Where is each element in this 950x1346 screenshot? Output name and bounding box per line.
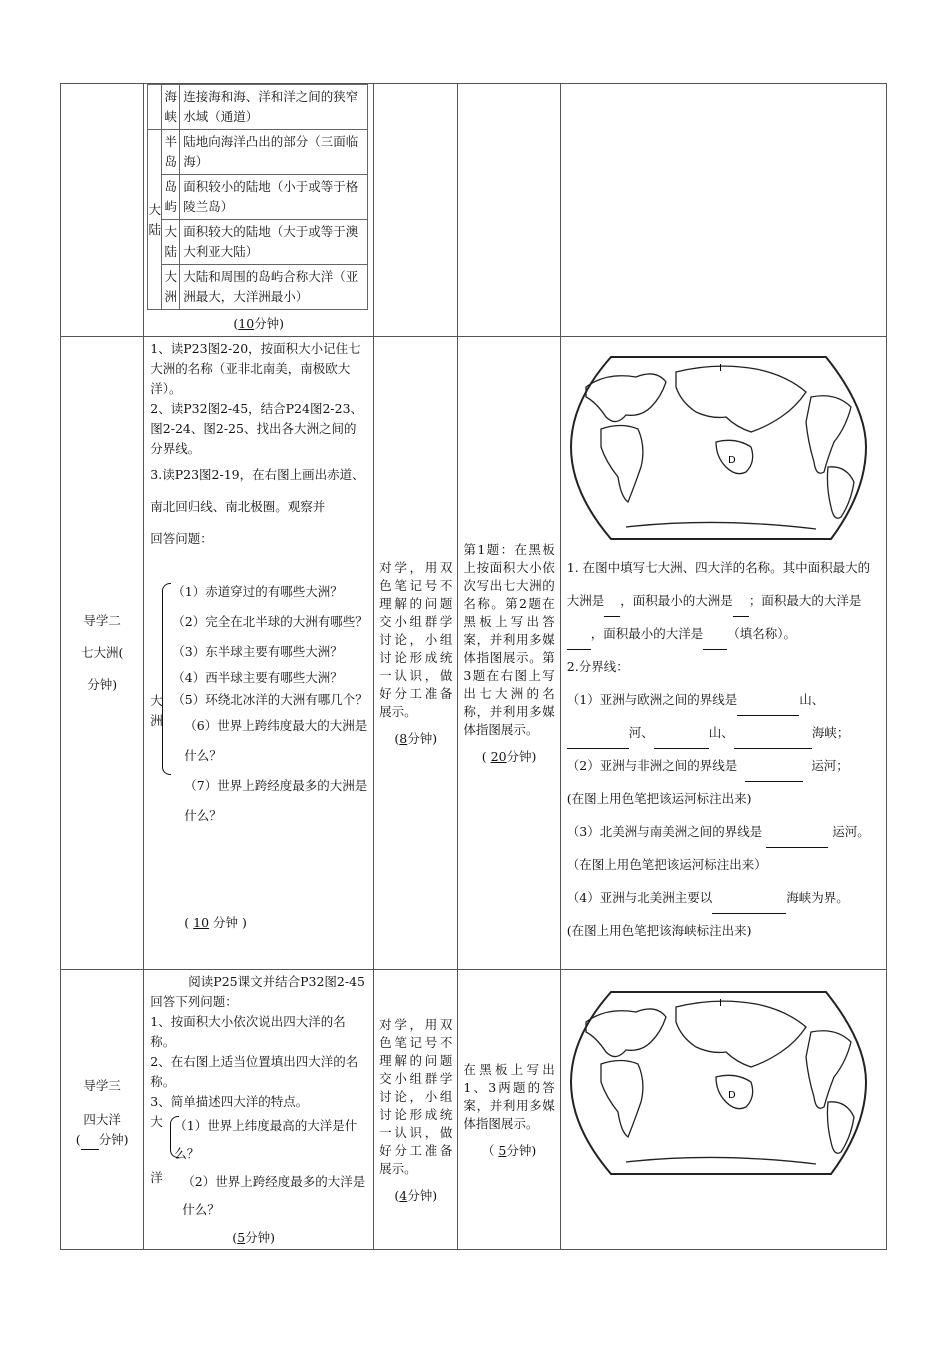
row2-col4-cell	[458, 337, 560, 970]
map-label-a: I	[718, 998, 722, 1009]
question-4: （4）西半球主要有哪些大洲？	[172, 670, 343, 685]
row2-tasks	[144, 337, 373, 557]
exercise-4: （2）亚洲与非洲之间的界线是 运河；	[567, 749, 880, 782]
bracket-label: 大洲	[150, 693, 163, 728]
row2-content-cell	[144, 337, 374, 970]
question-1: （1）赤道穿过的有哪些大洲？	[172, 584, 343, 599]
row-seven-continents	[61, 337, 887, 970]
row1-minutes: (10分钟)	[233, 316, 285, 331]
world-map-outline	[566, 982, 871, 1182]
map-label-a: I	[718, 363, 722, 374]
task-1: 1、读P23图2-20，按面积大小记住七大洲的名称（亚非北南美，南极欧大洋）。	[150, 341, 361, 396]
row2-minutes: ( 10 分钟 )	[184, 915, 247, 930]
landform-row-island	[148, 175, 368, 220]
blank-field[interactable]	[733, 602, 749, 617]
blank-field[interactable]	[766, 833, 828, 848]
stage-number: 导学三	[83, 1077, 121, 1093]
row3-col3-minutes: (4分钟)	[394, 1187, 438, 1203]
blank-field[interactable]	[567, 635, 591, 650]
bracket-icon	[162, 583, 171, 775]
blank-field[interactable]	[703, 635, 727, 650]
row1-col4-cell	[458, 84, 560, 337]
row3-intro: 阅读P25课文并结合P32图2-45回答下列问题：	[150, 974, 366, 1009]
blank-field[interactable]	[712, 899, 786, 914]
row-four-oceans	[61, 970, 887, 1250]
stage-minutes: ( 分钟)	[61, 1130, 143, 1150]
row2-col3-minutes: (8分钟)	[394, 731, 438, 746]
row2-col5-cell	[560, 337, 886, 970]
bracket-label-a: 大	[150, 1114, 163, 1129]
exercise-3: （1）亚洲与欧洲之间的界线是 山、 河、 山、 海峡；	[567, 683, 880, 749]
landform-def: 面积较小的陆地（小于或等于格陵兰岛）	[180, 175, 368, 220]
row3-col5-cell	[560, 970, 886, 1250]
landform-term: 岛屿	[162, 175, 180, 220]
blank-field[interactable]	[737, 701, 799, 716]
blank-field[interactable]	[604, 602, 620, 617]
row2-col3-text: 对学，用双色笔记号不理解的问题交小组群学讨论，小组讨论形成统一认识，做好分工准备展示。	[379, 560, 453, 719]
question-7: （7）世界上跨经度最多的大洲是什么？	[184, 778, 368, 823]
row2-col4-minutes: ( 20分钟)	[481, 749, 537, 764]
exercise-block	[561, 547, 886, 951]
row1-stage-cell	[61, 84, 144, 337]
landform-group-label: 大陆	[148, 130, 162, 310]
exercise-1: 1. 在图中填写七大洲、四大洋的名称。其中面积最大的大洲是 ，面积最小的大洲是 ；面积最大的大洋是，面积最小的大洋是 （填名称）。	[567, 551, 880, 650]
blank-field[interactable]	[745, 767, 803, 782]
stage-number: 导学二	[83, 613, 121, 628]
row3-col4-text: 在黑板上写出1、3两题的答案，并利用多媒体指图展示。	[463, 1061, 555, 1131]
blank-field[interactable]	[734, 734, 812, 749]
row3-stage-cell	[61, 970, 144, 1250]
landform-table	[147, 84, 368, 310]
task-3-cont: 回答问题：	[150, 531, 213, 546]
task-3: 3.读P23图2-19，在右图上画出赤道、南北回归线、南北极圈。观察并	[150, 467, 365, 514]
question-6: （6）世界上跨纬度最大的大洲是什么？	[184, 718, 368, 763]
task-3: 3、简单描述四大洋的特点。	[150, 1094, 309, 1109]
row1-col5-cell	[560, 84, 886, 337]
row1-col3-cell	[374, 84, 458, 337]
landform-term: 海峡	[162, 85, 180, 130]
map-label-b: D	[727, 1090, 736, 1101]
landform-row-peninsula	[148, 130, 368, 175]
row3-minutes: (5分钟)	[232, 1230, 276, 1245]
lesson-table	[60, 83, 887, 1250]
world-map-outline	[566, 347, 871, 547]
map-label-b: D	[727, 455, 736, 466]
exercise-5: (在图上用色笔把该运河标注出来)	[566, 791, 752, 806]
exercise-7: （4）亚洲与北美洲主要以 海峡为界。	[567, 881, 880, 914]
exercise-8: (在图上用色笔把该海峡标注出来)	[566, 923, 752, 938]
landform-row-strait	[148, 85, 368, 130]
row2-col3-cell	[374, 337, 458, 970]
row3-col4-minutes: （ 5分钟)	[481, 1142, 537, 1158]
question-3: （3）东半球主要有哪些大洲？	[172, 644, 343, 659]
row3-col3-cell	[374, 970, 458, 1250]
landform-row-continent	[148, 265, 368, 310]
row2-stage-cell	[61, 337, 144, 970]
exercise-6: （3）北美洲与南美洲之间的界线是 运河。（在图上用色笔把该运河标注出来）	[566, 824, 870, 872]
row1-content-cell	[144, 84, 374, 337]
landform-def: 面积较大的陆地（大于或等于澳大利亚大陆）	[180, 220, 368, 265]
stage-title: 七大洲(	[80, 645, 124, 660]
row3-tasks	[144, 970, 373, 1114]
row-landforms	[61, 84, 887, 337]
task-2: 2、读P32图2-45，结合P24图2-23、图2-24、图2-25、找出各大洲之间的分界线。	[150, 401, 364, 456]
stage-minutes: 分钟)	[87, 677, 118, 692]
stage-title: 四大洋	[83, 1111, 121, 1127]
landform-term: 半岛	[162, 130, 180, 175]
blank-field[interactable]	[567, 734, 629, 749]
landform-def: 陆地向海洋凸出的部分（三面临海）	[180, 130, 368, 175]
blank-field[interactable]	[654, 734, 709, 749]
landform-term: 大洲	[162, 265, 180, 310]
row3-col3-text: 对学，用双色笔记号不理解的问题交小组群学讨论，小组讨论形成统一认识，做好分工准备展示。	[379, 1016, 453, 1176]
landform-def: 连接海和海、洋和洋之间的狭窄水域（通道）	[180, 85, 368, 130]
landform-row-mainland	[148, 220, 368, 265]
row2-col4-text: 第1题：在黑板上按面积大小依次写出七大洲的名称。第2题在黑板上写出答案，并利用多媒体指图展示。第3题在右图上写出七大洲的名称，并利用多媒体指图展示。	[463, 542, 555, 737]
question-5: （5）环绕北冰洋的大洲有哪几个？	[172, 692, 368, 707]
question-list	[172, 577, 368, 831]
question-2: （2）完全在北半球的大洲有哪些？	[172, 614, 368, 629]
landform-term: 大陆	[162, 220, 180, 265]
row3-col4-cell	[458, 970, 560, 1250]
task-1: 1、按面积大小依次说出四大洋的名称。	[150, 1014, 346, 1049]
row3-q2: （2）世界上跨经度最多的大洋是什么？	[182, 1174, 366, 1217]
exercise-2: 2.分界线：	[566, 659, 629, 674]
row3-content-cell	[144, 970, 374, 1250]
task-2: 2、在右图上适当位置填出四大洋的名称。	[150, 1054, 359, 1089]
bracket-label-b: 洋	[150, 1170, 163, 1185]
landform-def: 大陆和周围的岛屿合称大洋（亚洲最大，大洋洲最小）	[180, 265, 368, 310]
row3-q1: （1）世界上纬度最高的大洋是什么？	[174, 1118, 358, 1161]
